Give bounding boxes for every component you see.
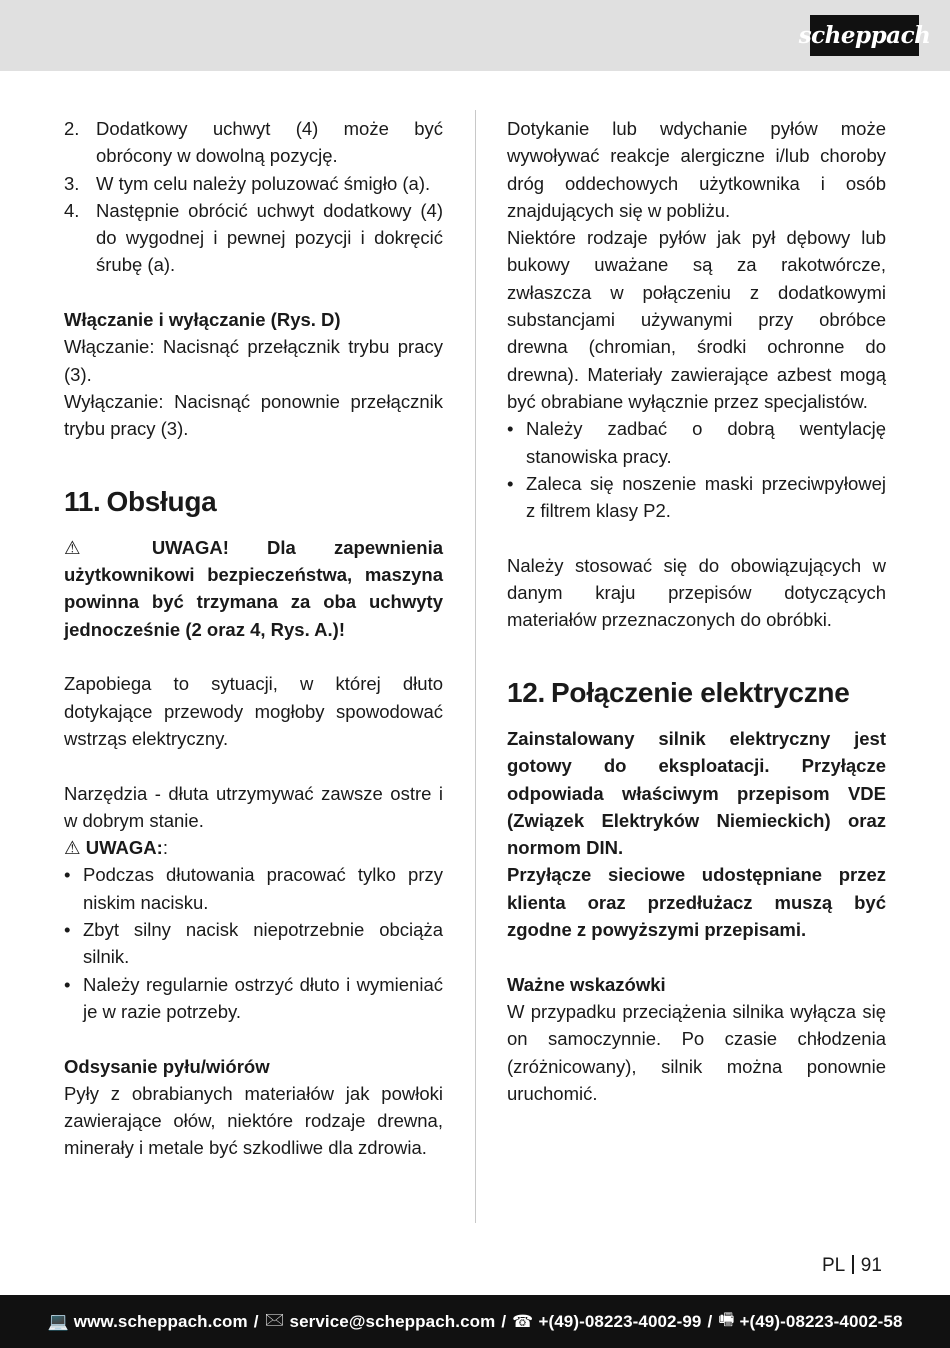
step-text: Dodatkowy uchwyt (4) może być obrócony w dowolną pozycję.	[96, 118, 443, 167]
brand-logo	[798, 15, 931, 56]
left-column	[64, 115, 443, 1162]
section-number: 12.	[507, 676, 546, 708]
dust-paragraph: Pyły z obrabianych materiałów jak powłoki zawierające ołów, niektóre rodzaje drewna, minerały i metale być szkodliwe dla zdrowia.	[64, 1082, 443, 1159]
list-item: • Podczas dłutowania pracować tylko przy niskim nacisku.	[64, 864, 443, 913]
motor-ready-paragraph: Zainstalowany silnik elektryczny jest gotowy do eksploatacji. Przyłącze odpowiada właściwym przepisom VDE (Związek Elektryków Niemieckich) oraz normom DIN.	[507, 727, 886, 859]
prevent-paragraph: Zapobiega to sytuacji, w której dłuto dotykające przewody mogłoby spowodować wstrząs elektryczny.	[64, 673, 443, 749]
warning-2-label: UWAGA:	[85, 837, 163, 859]
switch-on-text: Włączanie: Nacisnąć przełącznik trybu pracy (3).	[64, 336, 443, 385]
mail-icon: 🖂	[264, 1310, 285, 1329]
list-item	[64, 115, 443, 170]
fax-number: +(49)-08223-4002-58	[739, 1311, 903, 1331]
separator: /	[707, 1311, 713, 1331]
list-item: • Zbyt silny nacisk niepotrzebnie obciąża silnik.	[64, 919, 443, 968]
list-item	[64, 170, 443, 197]
website-link[interactable]: www.scheppach.com	[73, 1311, 248, 1331]
page-lang: PL	[822, 1255, 846, 1276]
bullet-text: Należy zadbać o dobrą wentylację stanowiska pracy.	[526, 418, 886, 467]
computer-icon: 💻	[47, 1311, 69, 1331]
section-title: Obsługa	[106, 485, 217, 517]
list-item: • Należy zadbać o dobrą wentylację stanowiska pracy.	[507, 418, 886, 467]
phone-icon: ☎	[512, 1311, 534, 1331]
column-divider	[475, 110, 476, 1223]
warning-text: UWAGA! Dla zapewnienia użytkownikowi bezpieczeństwa, maszyna powinna być trzymana za oba uchwyty jednocześnie (2 oraz 4, Rys. A.)!	[64, 536, 443, 640]
list-item: • Zaleca się noszenie maski przeciwpyłowej z filtrem klasy P2.	[507, 472, 886, 522]
warning-block	[64, 534, 443, 643]
right-column	[507, 115, 886, 1107]
mains-connection-paragraph: Przyłącze sieciowe udostępniane przez klienta oraz przedłużacz muszą być zgodne z powyższymi przepisami.	[507, 864, 886, 941]
page-num: 91	[860, 1255, 882, 1276]
warning-icon: ⚠	[64, 536, 114, 558]
separator: /	[501, 1311, 507, 1331]
bullet-text: Podczas dłutowania pracować tylko przy niskim nacisku.	[83, 864, 443, 913]
carcinogen-paragraph: Niektóre rodzaje pyłów jak pył dębowy lub bukowy uważane są za rakotwórcze, zwłaszcza w połączeniu z dodatkowymi substancjami używanymi przy obróbce drewna (chromian, środki ochronne do drewna). Materiały zawierające azbest mogą być obrabiane wyłącznie przez specjalistów.	[507, 227, 886, 412]
bullet-text: Zaleca się noszenie maski przeciwpyłowej z filtrem klasy P2.	[526, 472, 886, 522]
section-12-heading	[507, 675, 886, 711]
page-header	[0, 0, 950, 71]
chisel-tips-list	[64, 861, 443, 1025]
list-item: • Należy regularnie ostrzyć dłuto i wymieniać je w razie potrzeby.	[64, 973, 443, 1022]
section-title: Połączenie elektryczne	[551, 676, 850, 708]
list-item	[64, 197, 443, 279]
bullet-text: Należy regularnie ostrzyć dłuto i wymieniać je w razie potrzeby.	[83, 973, 443, 1022]
email-link[interactable]: service@scheppach.com	[289, 1311, 496, 1331]
step-text: W tym celu należy poluzować śmigło (a).	[96, 172, 431, 194]
fax-icon: 🖷	[718, 1310, 735, 1329]
switch-off-text: Wyłączanie: Nacisnąć ponownie przełącznik trybu pracy (3).	[64, 390, 443, 440]
warning-2-suffix: :	[162, 837, 168, 859]
bullet-text: Zbyt silny nacisk niepotrzebnie obciąża silnik.	[83, 919, 443, 968]
tools-paragraph: Narzędzia - dłuta utrzymywać zawsze ostre i w dobrym stanie.	[64, 782, 443, 831]
warning-2	[64, 834, 443, 861]
notes-heading: Ważne wskazówki	[507, 973, 666, 995]
dust-heading: Odsysanie pyłu/wiórów	[64, 1055, 270, 1077]
step-number: 4.	[64, 199, 80, 221]
section-11-heading	[64, 484, 443, 520]
switch-heading: Włączanie i wyłączanie (Rys. D)	[64, 309, 341, 331]
step-number: 3.	[64, 172, 80, 194]
page-number	[822, 1255, 882, 1277]
warning-icon: ⚠	[64, 837, 81, 859]
allergy-paragraph: Dotykanie lub wdychanie pyłów może wywoływać reakcje alergiczne i/lub choroby dróg oddechowych użytkownika i osób znajdujących się w pobliżu.	[507, 118, 886, 221]
step-number: 2.	[64, 118, 80, 139]
steps-list	[64, 115, 443, 279]
section-number: 11.	[64, 485, 101, 517]
regulations-paragraph: Należy stosować się do obowiązujących w danym kraju przepisów dotyczących materiałów przeznaczonych do obróbki.	[507, 554, 886, 631]
logo-text: scheppach	[798, 22, 931, 49]
phone-number: +(49)-08223-4002-99	[538, 1311, 702, 1331]
separator: /	[253, 1311, 259, 1331]
step-text: Następnie obrócić uchwyt dodatkowy (4) do wygodnej i pewnej pozycji i dokręcić śrubę (a).	[96, 199, 443, 276]
notes-paragraph: W przypadku przeciążenia silnika wyłącza się on samoczynnie. Po czasie chłodzenia (zróżnicowany), silnik można ponownie uruchomić.	[507, 1000, 886, 1104]
ventilation-list	[507, 415, 886, 524]
contact-footer	[0, 1295, 950, 1348]
